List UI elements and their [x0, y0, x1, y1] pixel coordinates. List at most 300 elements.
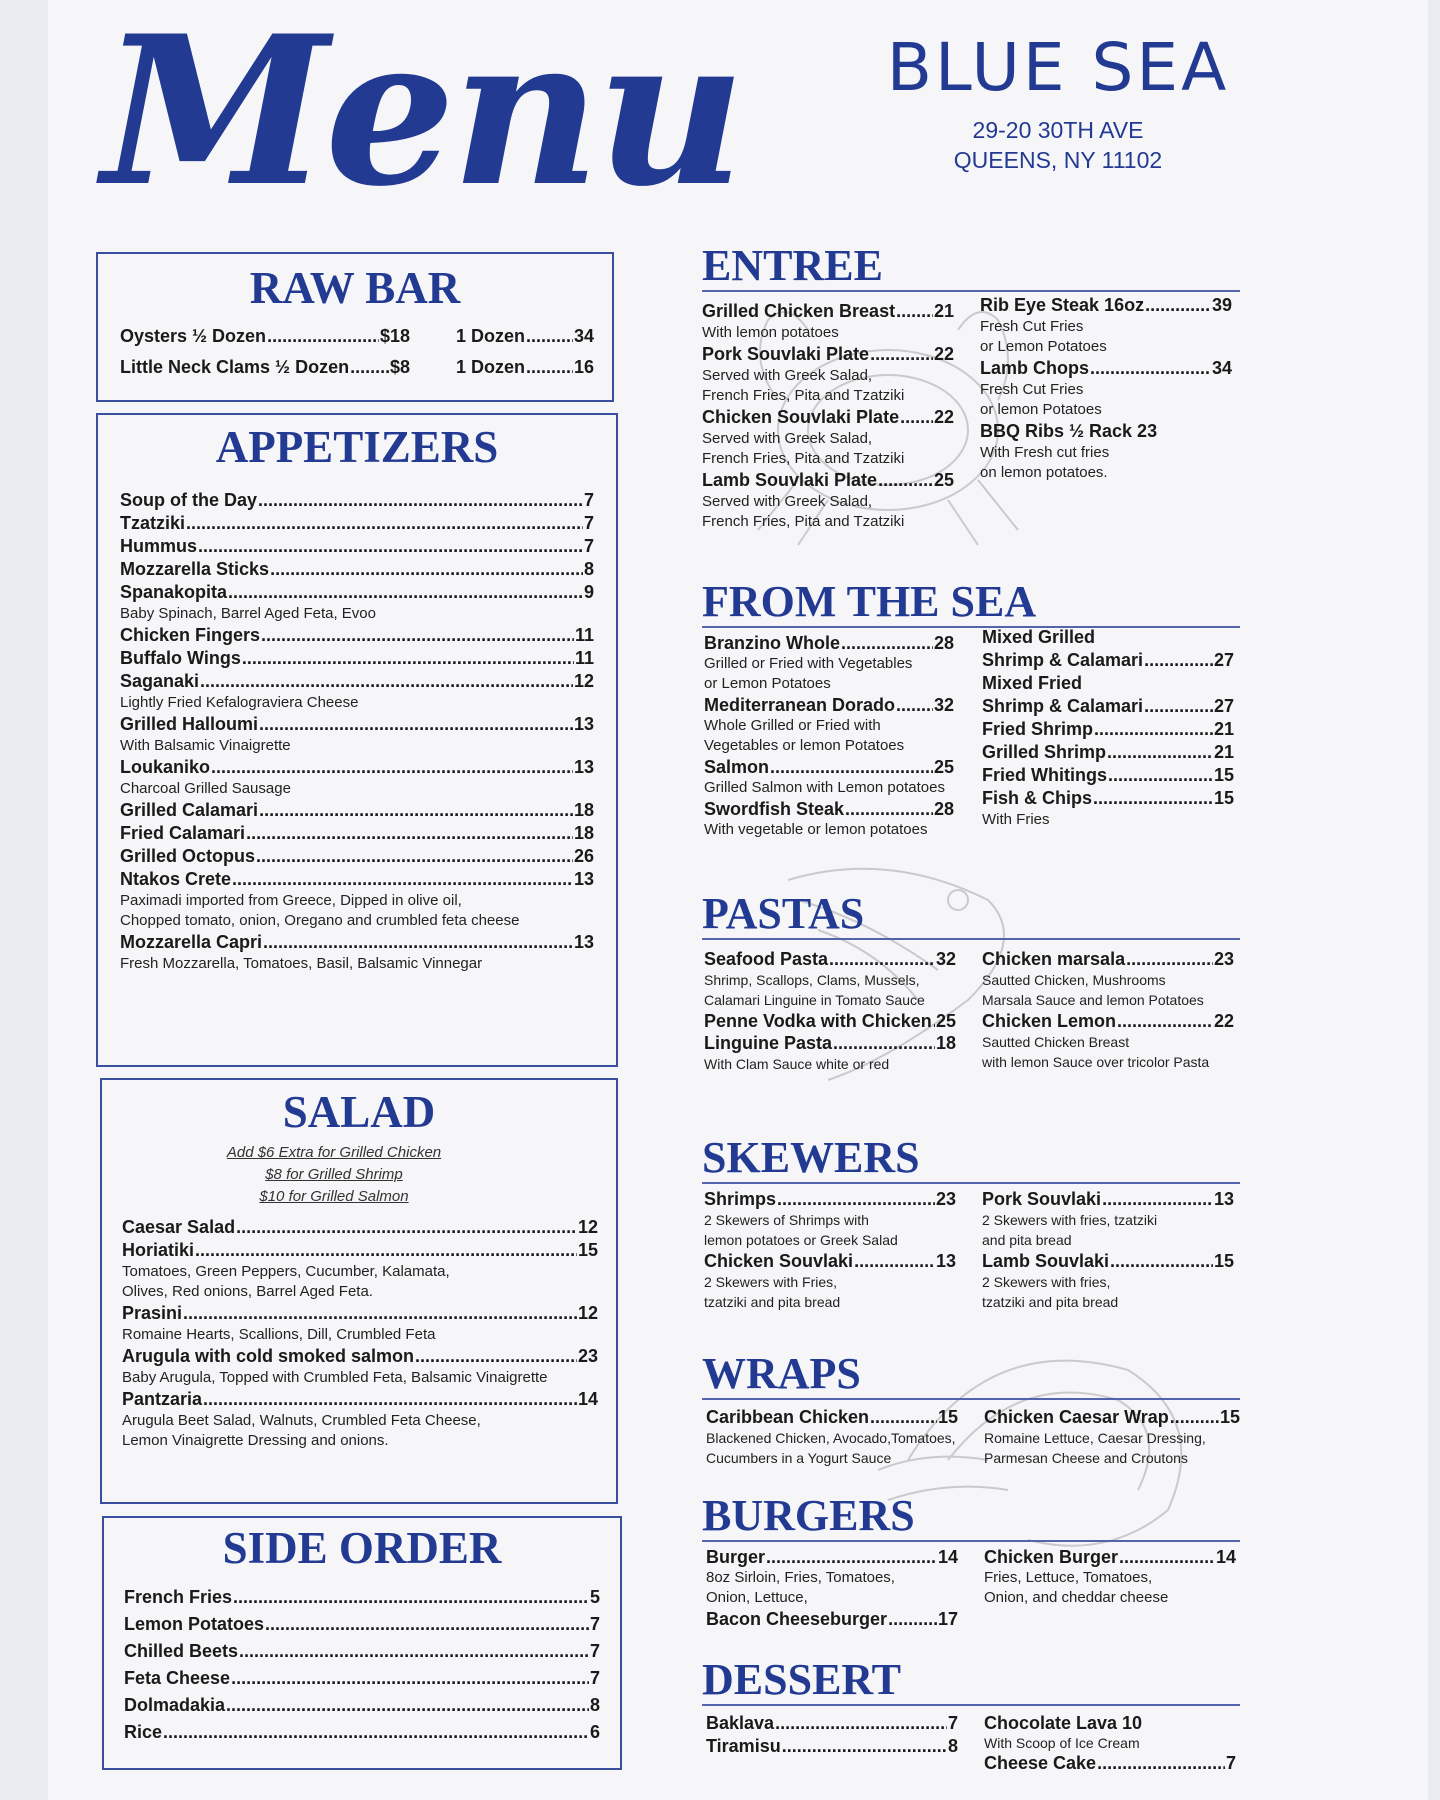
menu-item — [702, 469, 954, 492]
leader-dots — [198, 535, 583, 558]
menu-item — [982, 1250, 1234, 1272]
item-price: 25 — [933, 470, 954, 490]
item-price: 7 — [947, 1713, 958, 1733]
item-name: Rib Eye Steak 16oz — [980, 295, 1145, 315]
item-price: 17 — [937, 1609, 958, 1629]
item-price: 22 — [933, 344, 954, 364]
item-price: 8 — [583, 559, 594, 579]
item-name: Chicken Caesar Wrap — [984, 1407, 1169, 1427]
item-name: Saganaki — [120, 671, 200, 691]
item-price: 13 — [573, 932, 594, 952]
item-name: Chicken marsala — [982, 949, 1126, 969]
side-order-list — [124, 1584, 600, 1746]
item-name: Branzino Whole — [704, 633, 840, 653]
side-order-title: SIDE ORDER — [222, 1523, 502, 1573]
menu-item — [984, 1712, 1236, 1734]
leader-dots — [1090, 357, 1211, 380]
item-price: 14 — [937, 1547, 958, 1567]
menu-item — [704, 1188, 956, 1210]
leader-dots — [186, 512, 583, 535]
menu-page — [48, 0, 1428, 1800]
item-description: 2 Skewers with Fries, — [704, 1274, 838, 1290]
menu-item — [982, 626, 1234, 649]
leader-dots — [1110, 1250, 1213, 1272]
pastas-right-column — [982, 948, 1234, 1072]
item-description: Cucumbers in a Yogurt Sauce — [706, 1450, 892, 1466]
item-description: Vegetables or lemon Potatoes — [704, 737, 905, 754]
item-description: lemon potatoes or Greek Salad — [704, 1232, 898, 1248]
leader-dots — [870, 1406, 937, 1428]
leader-dots — [226, 1692, 589, 1719]
dessert-right-column — [984, 1712, 1236, 1774]
menu-item — [120, 868, 594, 891]
leader-dots — [766, 1546, 937, 1568]
menu-item — [980, 294, 1232, 317]
item-name: Buffalo Wings — [120, 648, 241, 668]
raw-bar-list — [120, 326, 594, 388]
menu-item — [982, 1010, 1234, 1032]
salad-title: SALAD — [282, 1087, 436, 1137]
item-description: Fresh Mozzarella, Tomatoes, Basil, Balsamic Vinnegar — [120, 955, 483, 972]
menu-item — [704, 632, 954, 654]
item-name: Bacon Cheeseburger — [706, 1609, 888, 1629]
item-price: 15 — [577, 1240, 598, 1260]
item-price: 18 — [935, 1033, 956, 1053]
item-name: Pork Souvlaki Plate — [702, 344, 870, 364]
item-price: 27 — [1213, 650, 1234, 670]
item-description: Chopped tomato, onion, Oregano and crumbled feta cheese — [120, 912, 520, 929]
menu-item — [982, 649, 1234, 672]
menu-item — [984, 1752, 1236, 1774]
leader-dots — [841, 632, 933, 654]
leader-dots — [770, 756, 933, 778]
item-description: With Fries — [982, 811, 1050, 828]
entree-title: ENTREE — [702, 241, 883, 290]
item-price: 5 — [589, 1587, 600, 1607]
menu-item — [122, 1216, 598, 1239]
skewers-left-column — [704, 1188, 956, 1312]
side-order-section — [102, 1516, 622, 1770]
item-description: With Clam Sauce white or red — [704, 1056, 890, 1072]
item-name: Hummus — [120, 536, 198, 556]
item-description: Fresh Cut Fries — [980, 381, 1084, 398]
menu-item — [982, 1188, 1234, 1210]
item-price: 7 — [1225, 1753, 1236, 1773]
menu-item — [704, 948, 956, 970]
item-name: Mediterranean Dorado — [704, 695, 896, 715]
item-name: Cheese Cake — [984, 1753, 1097, 1773]
menu-item — [120, 581, 594, 604]
item-price: 15 — [937, 1407, 958, 1427]
item-description: Lightly Fried Kefalograviera Cheese — [120, 694, 359, 711]
item-name: Chilled Beets — [124, 1641, 239, 1661]
menu-item — [122, 1345, 598, 1368]
skewers-title: SKEWERS — [702, 1133, 920, 1182]
item-description: Shrimp, Scallops, Clams, Mussels, — [704, 972, 920, 988]
section-divider — [702, 938, 1240, 940]
item-price: 7 — [589, 1614, 600, 1634]
item-name: Fried Shrimp — [982, 719, 1094, 739]
item-name: Arugula with cold smoked salmon — [122, 1346, 415, 1366]
item-description: With Balsamic Vinaigrette — [120, 737, 291, 754]
menu-item — [124, 1611, 600, 1638]
menu-item — [702, 343, 954, 366]
item-price: 14 — [1215, 1547, 1236, 1567]
leader-dots — [195, 1239, 577, 1262]
item-price: 15 — [1213, 788, 1234, 808]
item-description: Fresh Cut Fries — [980, 318, 1084, 335]
leader-dots — [228, 581, 583, 604]
menu-item — [120, 713, 594, 736]
wraps-section — [702, 1349, 1240, 1466]
menu-item — [120, 535, 594, 558]
item-name: Horiatiki — [122, 1240, 195, 1260]
menu-item — [982, 695, 1234, 718]
menu-item — [704, 1250, 956, 1272]
menu-item — [704, 1032, 956, 1054]
menu-item — [120, 931, 594, 954]
item-name: Lamb Souvlaki Plate — [702, 470, 878, 490]
entree-left-column — [702, 300, 954, 532]
menu-item — [120, 799, 594, 822]
item-name: Chicken Souvlaki — [704, 1251, 854, 1271]
dessert-left-column — [706, 1712, 958, 1758]
item-price: 14 — [577, 1389, 598, 1409]
menu-item — [124, 1719, 600, 1746]
menu-item — [982, 672, 1234, 695]
burgers-section — [702, 1491, 1240, 1629]
item-name: BBQ Ribs ½ Rack 23 — [980, 421, 1158, 441]
menu-item — [704, 694, 954, 716]
menu-item — [982, 787, 1234, 810]
leader-dots — [1108, 764, 1213, 787]
item-name: Lemon Potatoes — [124, 1614, 265, 1634]
leader-dots — [415, 1345, 577, 1368]
leader-dots — [261, 624, 574, 647]
from-the-sea-section — [702, 577, 1240, 838]
leader-dots — [183, 1302, 577, 1325]
item-description: With Fresh cut fries — [980, 444, 1110, 461]
leader-dots — [845, 798, 933, 820]
appetizers-title: APPETIZERS — [215, 422, 499, 472]
menu-item — [984, 1406, 1240, 1428]
item-name: Shrimp & Calamari — [982, 696, 1144, 716]
item-name: Mozzarella Sticks — [120, 559, 270, 579]
item-price: 13 — [573, 869, 594, 889]
menu-item — [124, 1692, 600, 1719]
item-price: 6 — [589, 1722, 600, 1742]
item-description: Romaine Lettuce, Caesar Dressing, — [984, 1430, 1206, 1446]
menu-item — [982, 764, 1234, 787]
brand-name: BLUE SEA — [886, 29, 1230, 106]
item-price: 7 — [583, 490, 594, 510]
section-divider — [702, 1540, 1240, 1542]
burgers-left-column — [706, 1546, 958, 1630]
item-description: Olives, Red onions, Barrel Aged Feta. — [122, 1283, 373, 1300]
item-price: 11 — [574, 625, 594, 645]
item-price: 12 — [573, 671, 594, 691]
item-description: Baby Arugula, Topped with Crumbled Feta, Balsamic Vinaigrette — [122, 1369, 548, 1386]
menu-item — [702, 300, 954, 323]
wraps-title: WRAPS — [702, 1349, 861, 1398]
item-description: Baby Spinach, Barrel Aged Feta, Evoo — [120, 605, 376, 622]
menu-title: Menu — [102, 0, 742, 232]
item-description: Served with Greek Salad, — [702, 493, 873, 510]
leader-dots — [896, 694, 933, 716]
item-description: 8oz Sirloin, Fries, Tomatoes, — [706, 1569, 895, 1586]
menu-item — [704, 1010, 956, 1032]
item-description: 2 Skewers of Shrimps with — [704, 1212, 869, 1228]
leader-dots — [203, 1388, 577, 1411]
wraps-left-column — [706, 1406, 958, 1468]
item-name: Chicken Souvlaki Plate — [702, 407, 900, 427]
leader-dots — [1145, 294, 1211, 317]
section-divider — [702, 1704, 1240, 1706]
menu-item — [706, 1712, 958, 1735]
item-name: Chicken Fingers — [120, 625, 261, 645]
item-price: 7 — [583, 513, 594, 533]
section-divider — [702, 290, 1240, 292]
item-name: Shrimps — [704, 1189, 777, 1209]
item-name: Fried Calamari — [120, 823, 246, 843]
item-description: Arugula Beet Salad, Walnuts, Crumbled Feta Cheese, — [122, 1412, 481, 1429]
menu-item — [982, 948, 1234, 970]
entree-section — [702, 241, 1240, 530]
item-name: Tzatziki — [120, 513, 186, 533]
menu-item — [124, 1665, 600, 1692]
item-name: Grilled Calamari — [120, 800, 259, 820]
leader-dots — [236, 1216, 577, 1239]
salad-section — [100, 1078, 618, 1504]
item-description: 2 Skewers with fries, tzatziki — [982, 1212, 1158, 1228]
salad-note: $8 for Grilled Shrimp — [265, 1166, 403, 1183]
item-price: 13 — [573, 714, 594, 734]
item-description: Served with Greek Salad, — [702, 430, 873, 447]
leader-dots — [163, 1719, 589, 1746]
item-price: 28 — [933, 633, 954, 653]
item-price: 15 — [1213, 1251, 1234, 1271]
section-divider — [702, 1182, 1240, 1184]
item-price: 26 — [573, 846, 594, 866]
item-price: 39 — [1211, 295, 1232, 315]
leader-dots — [232, 868, 573, 891]
appetizers-section — [96, 413, 618, 1067]
leader-dots — [1107, 741, 1213, 764]
leader-dots — [1094, 718, 1213, 741]
item-name: Chicken Lemon — [982, 1011, 1117, 1031]
leader-dots — [1144, 649, 1213, 672]
leader-dots — [1093, 787, 1213, 810]
burgers-right-column — [984, 1546, 1236, 1608]
menu-item — [980, 357, 1232, 380]
leader-dots — [1144, 695, 1213, 718]
item-price: 23 — [1213, 949, 1234, 969]
leader-dots — [211, 756, 573, 779]
item-name: Burger — [706, 1547, 766, 1567]
item-name: Grilled Halloumi — [120, 714, 259, 734]
item-price: 23 — [935, 1189, 956, 1209]
item-description: with lemon Sauce over tricolor Pasta — [982, 1054, 1210, 1070]
menu-item — [982, 718, 1234, 741]
item-price: 8 — [947, 1736, 958, 1756]
item-name: Grilled Shrimp — [982, 742, 1107, 762]
item-name: Rice — [124, 1722, 163, 1742]
leader-dots — [888, 1608, 937, 1630]
from-the-sea-left-column — [704, 632, 954, 840]
item-price: 28 — [933, 799, 954, 819]
item-name: Seafood Pasta — [704, 949, 829, 969]
leader-dots — [1126, 948, 1213, 970]
item-description: 2 Skewers with fries, — [982, 1274, 1111, 1290]
item-description: Sautted Chicken, Mushrooms — [982, 972, 1166, 988]
from-the-sea-title: FROM THE SEA — [702, 577, 1037, 626]
item-name: Fried Whitings — [982, 765, 1107, 785]
item-description: on lemon potatoes. — [980, 464, 1108, 481]
item-name: Penne Vodka with Chicken — [704, 1011, 932, 1031]
item-name: Lamb Chops — [980, 358, 1090, 378]
leader-dots — [263, 931, 573, 954]
item-price: 8 — [589, 1695, 600, 1715]
menu-item — [706, 1406, 958, 1428]
item-name: Chicken Burger — [984, 1547, 1119, 1567]
menu-item — [120, 489, 594, 512]
leader-dots — [854, 1250, 935, 1272]
item-price: 21 — [1213, 719, 1234, 739]
leader-dots — [265, 1611, 589, 1638]
item-price: 18 — [573, 800, 594, 820]
leader-dots — [246, 822, 573, 845]
item-price: 9 — [583, 582, 594, 602]
pastas-title: PASTAS — [702, 889, 865, 938]
item-description: With Scoop of Ice Cream — [984, 1735, 1140, 1751]
leader-dots — [933, 1010, 935, 1032]
leader-dots — [242, 647, 574, 670]
item-name: Swordfish Steak — [704, 799, 845, 819]
leader-dots — [900, 406, 933, 429]
address-line-1: 29-20 30TH AVE — [972, 117, 1144, 143]
menu-item — [980, 420, 1232, 443]
menu-item — [120, 822, 594, 845]
item-price: 13 — [1213, 1189, 1234, 1209]
menu-item — [120, 670, 594, 693]
raw-bar-title: RAW BAR — [249, 263, 461, 313]
leader-dots — [1097, 1752, 1225, 1774]
leader-dots — [833, 1032, 935, 1054]
item-price: 13 — [573, 757, 594, 777]
salad-note: $10 for Grilled Salmon — [259, 1188, 409, 1205]
wraps-right-column — [984, 1406, 1240, 1468]
from-the-sea-right-column — [982, 626, 1234, 830]
item-description: Fries, Lettuce, Tomatoes, — [984, 1569, 1153, 1586]
leader-dots — [270, 558, 583, 581]
item-name: Lamb Souvlaki — [982, 1251, 1110, 1271]
menu-item — [120, 647, 594, 670]
menu-item — [122, 1388, 598, 1411]
menu-item — [120, 845, 594, 868]
leader-dots — [258, 489, 583, 512]
leader-dots — [878, 469, 933, 492]
item-name: Shrimp & Calamari — [982, 650, 1144, 670]
leader-dots — [1117, 1010, 1213, 1032]
leader-dots — [200, 670, 573, 693]
item-price: 13 — [935, 1251, 956, 1271]
leader-dots — [777, 1188, 935, 1210]
item-price: 22 — [1213, 1011, 1234, 1031]
item-name: Fish & Chips — [982, 788, 1093, 808]
item-description: or Lemon Potatoes — [980, 338, 1107, 355]
item-name: Dolmadakia — [124, 1695, 226, 1715]
item-description: Onion, Lettuce, — [706, 1589, 808, 1606]
item-name: Pork Souvlaki — [982, 1189, 1102, 1209]
menu-item — [120, 558, 594, 581]
leader-dots — [231, 1665, 589, 1692]
skewers-section — [702, 1133, 1240, 1310]
item-name: Baklava — [706, 1713, 775, 1733]
brand-block — [878, 29, 1238, 175]
item-price: 22 — [933, 407, 954, 427]
item-price: 7 — [589, 1641, 600, 1661]
item-description: Marsala Sauce and lemon Potatoes — [982, 992, 1204, 1008]
entree-right-column — [980, 294, 1232, 483]
leader-dots — [256, 845, 573, 868]
menu-item — [706, 1608, 958, 1630]
raw-bar-row: Little Neck Clams ½ Dozen ..... $8 1 Dozen ..... 16 — [120, 357, 594, 388]
item-name: Grilled Octopus — [120, 846, 256, 866]
item-description: Charcoal Grilled Sausage — [120, 780, 291, 797]
item-description: French Fries, Pita and Tzatziki — [702, 450, 905, 467]
item-description: and pita bread — [982, 1232, 1072, 1248]
item-price: 21 — [1213, 742, 1234, 762]
item-name: Pantzaria — [122, 1389, 203, 1409]
menu-item — [984, 1546, 1236, 1568]
item-description: Served with Greek Salad, — [702, 367, 873, 384]
item-price: 12 — [577, 1217, 598, 1237]
item-name: Ntakos Crete — [120, 869, 232, 889]
menu-item — [122, 1302, 598, 1325]
leader-dots — [1102, 1188, 1213, 1210]
item-price: 15 — [1219, 1407, 1240, 1427]
skewers-right-column — [982, 1188, 1234, 1312]
item-price: 32 — [935, 949, 956, 969]
leader-dots — [259, 713, 573, 736]
leader-dots — [896, 300, 933, 323]
item-name: Salmon — [704, 757, 770, 777]
item-price: 18 — [573, 823, 594, 843]
menu-item — [120, 756, 594, 779]
item-name: Prasini — [122, 1303, 183, 1323]
item-description: French Fries, Pita and Tzatziki — [702, 387, 905, 404]
salad-note: Add $6 Extra for Grilled Chicken — [226, 1144, 442, 1161]
menu-item — [702, 406, 954, 429]
menu-item — [124, 1584, 600, 1611]
leader-dots — [1170, 1406, 1219, 1428]
item-price: 7 — [583, 536, 594, 556]
item-price: 25 — [935, 1011, 956, 1031]
item-description: French Fries, Pita and Tzatziki — [702, 513, 905, 530]
item-price: 27 — [1213, 696, 1234, 716]
item-price: 15 — [1213, 765, 1234, 785]
item-price: 21 — [933, 301, 954, 321]
dessert-section — [702, 1655, 1240, 1773]
menu-item — [120, 624, 594, 647]
menu-item — [706, 1546, 958, 1568]
item-name: French Fries — [124, 1587, 233, 1607]
item-description: Calamari Linguine in Tomato Sauce — [704, 992, 925, 1008]
appetizers-list — [120, 489, 594, 974]
raw-bar-row: Oysters ½ Dozen ..... $18 1 Dozen ..... 34 — [120, 326, 594, 357]
leader-dots — [233, 1584, 589, 1611]
item-description: Parmesan Cheese and Croutons — [984, 1450, 1188, 1466]
